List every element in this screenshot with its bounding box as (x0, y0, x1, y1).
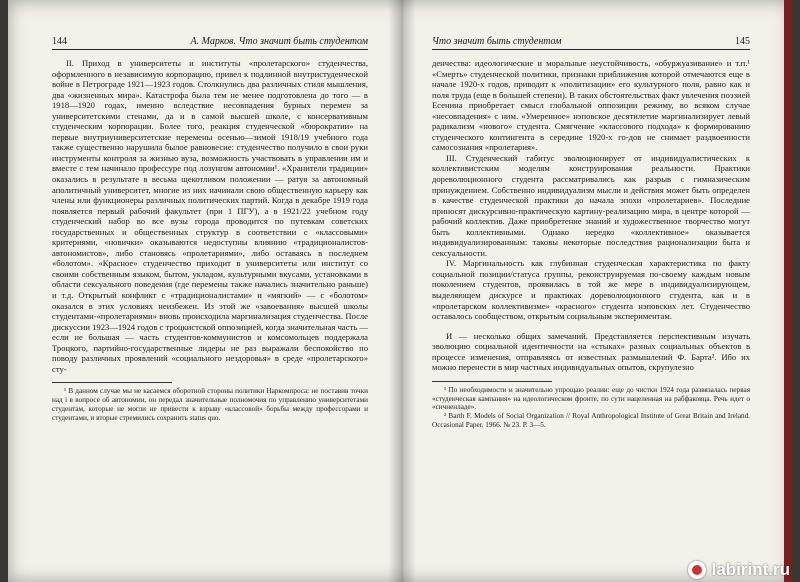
footnote: ² Barth F. Models of Social Organization // Royal Anthropological Institute of Great Britain and Ireland. Occasional Paper. 1966. № 23. P. 3—5. (432, 411, 750, 429)
running-head-title-right: Что значит быть студентом (432, 36, 562, 47)
running-head-right (432, 36, 750, 50)
footnotes-left (52, 387, 368, 422)
paragraph: IV. Маргинальность как глубинная студенческая характеристика по факту социальной позиции/статуса группы, реконструируемая по-своему каждым новым поколением студентов, проявилась в той же мере в индивидуализирующем, выделяющем дискурсе и практиках дореволюционного студента, как и в «пролетарском коллективизме» «красного» студента нэповских лет. Студенчество оставалось сообществом, открытым социальным экспериментам. (432, 258, 750, 322)
paragraph: III. Студенческий габитус эволюционирует от индивидуалистических к коллективистским моделям конструирования реальности. Практики дореволюционного студента рассматривались как разрыв с гимназическим принуждением. Собственно индивидуализм мысли и действия может быть определен в качестве студенческой практики до начала эпохи «пролетариев». Последние приносят дискурсивно-практическую картину-реализацию мира, в центре которой — рабочий коллектив. Даже приобретение знаний и художественное творчество могут быть коллективными. Однако нередко «коллективное» оказывается индивидуализированным: таковы некоторые последствия рационализации быта и сексуальности. (432, 152, 750, 258)
labirint-logo-icon (688, 561, 706, 579)
body-text-left (52, 58, 368, 374)
running-head-left (52, 36, 368, 50)
paragraph: II. Приход в университеты и институты «пролетарского» студенчества, оформленного в независимую корпорацию, привел к подлинной внутристуденческой войне в Петрограде 1921—1923 годов. Столкнулись два различных стиля мышления, два «жизненных мира». Катастрофа была тем не менее подготовлена до того — в 1918—1920 годах, именно вследствие несовпадения бурных перемен за университетскими стенами, да и в самой высшей школе, с консервативным студенческим корпорации. Более того, реакция студенческой «бюрократии» на первые внутриуниверситетские перемены осенью—зимой 1918/19 учебного года также существенно нарушила былое равновесие: студенчество получило в свои руки инструменты контроля за жизнью вуза, возможность участвовать в управлении им и вместе с тем начинало профессуре под лозунгом автономии¹. «Хранители традиции» оказались в результате в весьма щекотливом положении — ратуя за автономный аполитичный университет, многие из них начинали свою общественную карьеру как члены или функционеры различных политических партий. Когда в декабре 1919 года появляется первый рабочий факультет (при 1 ПГУ), а в 1921/22 учебном году студенческий набор во все вузы города проводится по путевкам советских государственных и общественных структур в соответствии с «классовыми» критериями, «новички» оказываются недоступны влиянию «традиционалистов-автономистов», либо становясь «пролетариями», либо оставаясь в последнем «болотом». «Красное» студенчество приходит в университеты или институт со своими собственным языком, бытом, укладом, культурными вкусами, установками в области сексуального поведения (где перемены также начались значительно раньше) и т.д. Открытый конфликт с «традиционалистами» и «мягкий» — с «болотом» оказался в этих условиях неизбежен. Из этой же «завоевания» высшей школы студентами-«пролетариями» вновь происходила маргинализация студенчества. После дискуссии 1923—1924 годов с троцкистской оппозицией, когда значительная часть — если не большая — часть студентов-коммунистов и комсомольцев поддержала Троцкого, партийно-государственные лидеры не раз выражали беспокойство по поводу различных проявлений «социального нездоровья» в среде «пролетарского» сту- (52, 58, 368, 374)
book-edge (784, 0, 792, 582)
footnote-rule (432, 381, 552, 382)
watermark-text: labirint.ru (711, 560, 790, 579)
left-page (8, 0, 398, 582)
footnotes-right (432, 386, 750, 430)
watermark (688, 560, 790, 580)
book-spread (8, 0, 792, 582)
right-page (402, 0, 792, 582)
page-number-left: 144 (52, 36, 67, 47)
running-head-title-left: А. Марков. Что значит быть студентом (190, 36, 368, 47)
body-text-right (432, 58, 750, 373)
footnote-rule (52, 382, 172, 383)
paragraph: денчества: идеологические и моральные неустойчивость, «обуржуазивание» и т.п.¹ «Смерть» студенческой политики, признаки приближения которой отмечаются еще в начале 1920-х годов, приводит к «политизации» его культурного поля, равно как и поля труда (еще в большей степени). В таких обстоятельствах факт увлечения поэзией Есенина приобретает смысл глобальной оппозиции режиму, во всяком случае «несовпадения» с ним. «Умеренное» нэповское десятилетие маргинализирует левый радикализм «нового» студента. Смягчение «классового подхода» к формированию студенческого контингента в середине 1920-х го-дов не снимает раздвоенности самосознания «пролетария». (432, 58, 750, 153)
footnote: ¹ По необходимости и значительно упрощаю реалии: еще до чистки 1924 года развязалась первая «студенческая кампания» на идеологическом фронте, по сути нацеленная на рабфаковца. Речь идет о «сичненладе». (432, 385, 750, 412)
footnote: ¹ В данном случае мы не касаемся оборотной стороны политики Наркомпроса: не поставив точки над i в вопросе об автономии, он передал значительные полномочия по управлению университетами студентам, которые не могли не привести к взрыву «классовой» борьбы между профессорами и студентами, и вторые стремились сохранить status quo. (52, 387, 368, 422)
paragraph: И — несколько общих замечаний. Представляется перспективным изучать эволюцию социальной идентичности на «стыках» разных социальных объектов в процессе изменения, отправляясь от известных размышлений Ф. Барта². Ибо их можно перенести в мир частных индивидуальных опытов, скрупулезно (432, 330, 750, 373)
page-number-right: 145 (735, 36, 750, 47)
